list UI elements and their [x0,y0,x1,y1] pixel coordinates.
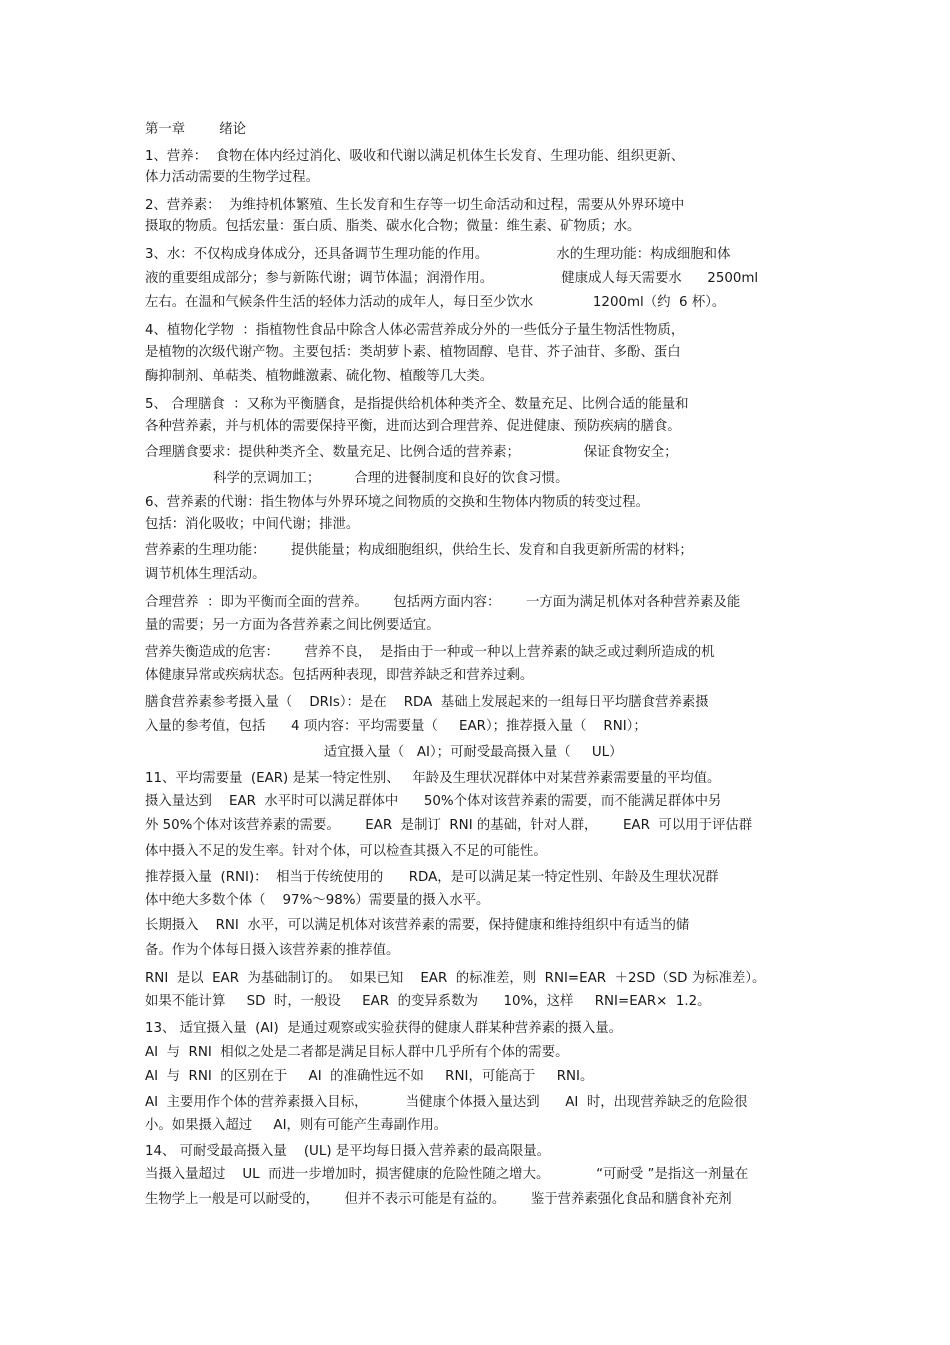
para-12-line-4: 备。作为个体每日摄入该营养素的推荐值。 [145,943,400,958]
para-7-line-1: 营养素的生理功能： 提供能量；构成细胞组织，供给生长、发育和自我更新所需的材料； [145,543,693,558]
para-12-line-3: 长期摄入 RNI 水平，可以满足机体对该营养素的需要，保持健康和维持组织中有适当的储 [145,918,690,933]
para-12-line-1: 推荐摄入量 (RNI)： 相当于传统使用的 RDA，是可以满足某一特定性别、年龄及生理状况群 [145,870,719,885]
para-4-line-2: 是植物的次级代谢产物。主要包括：类胡萝卜素、植物固醇、皂苷、芥子油苷、多酚、蛋白 [145,345,681,360]
para-9-line-1: 营养失衡造成的危害： 营养不良， 是指由于一种或一种以上营养素的缺乏或过剩所造成的机 [145,645,715,660]
para-13-line-3: AI 与 RNI 的区别在于 AI 的准确性远不如 RNI，可能高于 RNI。 [145,1069,594,1084]
para-2-line-2: 摄取的物质。包括宏量：蛋白质、脂类、碳水化合物；微量：维生素、矿物质；水。 [145,219,641,234]
para-14-line-1: 14、 可耐受最高摄入量 (UL) 是平均每日摄入营养素的最高限量。 [145,1144,551,1159]
para-9-line-2: 体健康异常或疾病状态。包括两种表现，即营养缺乏和营养过剩。 [145,668,534,683]
para-5-line-1: 5、 合理膳食 ：又称为平衡膳食，是指提供给机体种类齐全、数量充足、比例合适的能量和 [145,397,689,412]
para-13-line-1: 13、 适宜摄入量 (AI) 是通过观察或实验获得的健康人群某种营养素的摄入量。 [145,1021,622,1036]
para-13-line-5: 小。如果摄入超过 AI，则有可能产生毒副作用。 [145,1118,448,1133]
para-11-line-4: 体中摄入不足的发生率。针对个体，可以检查其摄入不足的可能性。 [145,844,547,859]
para-5-line-2: 各种营养素，并与机体的需要保持平衡，进而达到合理营养、促进健康、预防疾病的膳食。 [145,419,681,434]
para-1-line-2: 体力活动需要的生物学过程。 [145,170,320,185]
para-12-line-5: RNI 是以 EAR 为基础制订的。 如果已知 EAR 的标准差，则 RNI=EAR ＋2SD（SD 为标准差）。 [145,971,766,986]
para-5-line-4: 科学的烹调加工； 合理的进餐制度和良好的饮食习惯。 [145,471,569,486]
para-4-line-1: 4、植物化学物 ：指植物性食品中除含人体必需营养成分外的一些低分子量生物活性物质， [145,323,685,338]
para-4-line-3: 酶抑制剂、单萜类、植物雌激素、硫化物、植酸等几大类。 [145,369,494,384]
para-12-line-2: 体中绝大多数个体（ 97%～98%）需要量的摄入水平。 [145,893,490,908]
para-3-line-2: 液的重要组成部分；参与新陈代谢；调节体温；润滑作用。 健康成人每天需要水 2500ml [145,271,759,286]
para-3-line-1: 3、水：不仅构成身体成分，还具备调节生理功能的作用。 水的生理功能：构成细胞和体 [145,247,731,262]
para-13-line-4: AI 主要用作个体的营养素摄入目标， 当健康个体摄入量达到 AI 时，出现营养缺乏的危险很 [145,1095,748,1110]
para-11-line-1: 11、平均需要量 (EAR) 是某一特定性别、 年龄及生理状况群体中对某营养素需要量的平均值。 [145,771,721,786]
para-7-line-2: 调节机体生理活动。 [145,567,266,582]
para-10-line-2: 入量的参考值，包括 4 项内容：平均需要量（ EAR）；推荐摄入量（ RNI）； [145,719,647,734]
para-11-line-3: 外 50%个体对该营养素的需要。 EAR 是制订 RNI 的基础，针对人群， EAR 可以用于评估群 [145,818,753,833]
para-5-line-3: 合理膳食要求：提供种类齐全、数量充足、比例合适的营养素； 保证食物安全； [145,445,678,460]
chapter-title: 第一章 绪论 [145,122,247,137]
para-2-line-1: 2、营养素： 为维持机体繁殖、生长发育和生存等一切生命活动和过程，需要从外界环境中 [145,198,685,213]
para-10-line-1: 膳食营养素参考摄入量（ DRIs）：是在 RDA 基础上发展起来的一组每日平均膳食营养素摄 [145,695,709,710]
para-1-line-1: 1、营养： 食物在体内经过消化、吸收和代谢以满足机体生长发育、生理功能、组织更新、 [145,149,685,164]
para-10-line-3: 适宜摄入量（ AI）；可耐受最高摄入量（ UL） [145,745,623,760]
para-6-line-2: 包括：消化吸收；中间代谢；排泄。 [145,517,360,532]
para-13-line-2: AI 与 RNI 相似之处是二者都是满足目标人群中几乎所有个体的需要。 [145,1045,569,1060]
para-8-line-2: 量的需要；另一方面为各营养素之间比例要适宜。 [145,618,440,633]
para-3-line-3: 左右。在温和气候条件生活的轻体力活动的成年人，每日至少饮水 1200ml（约 6 杯）。 [145,295,726,310]
para-12-line-6: 如果不能计算 SD 时，一般设 EAR 的变异系数为 10%，这样 RNI=EAR× 1.2。 [145,994,711,1009]
para-11-line-2: 摄入量达到 EAR 水平时可以满足群体中 50%个体对该营养素的需要，而不能满足群体中另 [145,794,722,809]
para-14-line-2: 当摄入量超过 UL 而进一步增加时，损害健康的危险性随之增大。 “可耐受 ”是指这一剂量在 [145,1167,749,1182]
para-8-line-1: 合理营养 ：即为平衡而全面的营养。 包括两方面内容： 一方面为满足机体对各种营养素及能 [145,595,741,610]
para-14-line-3: 生物学上一般是可以耐受的， 但并不表示可能是有益的。 鉴于营养素强化食品和膳食补充剂 [145,1192,732,1207]
para-6-line-1: 6、营养素的代谢：指生物体与外界环境之间物质的交换和生物体内物质的转变过程。 [145,495,649,510]
